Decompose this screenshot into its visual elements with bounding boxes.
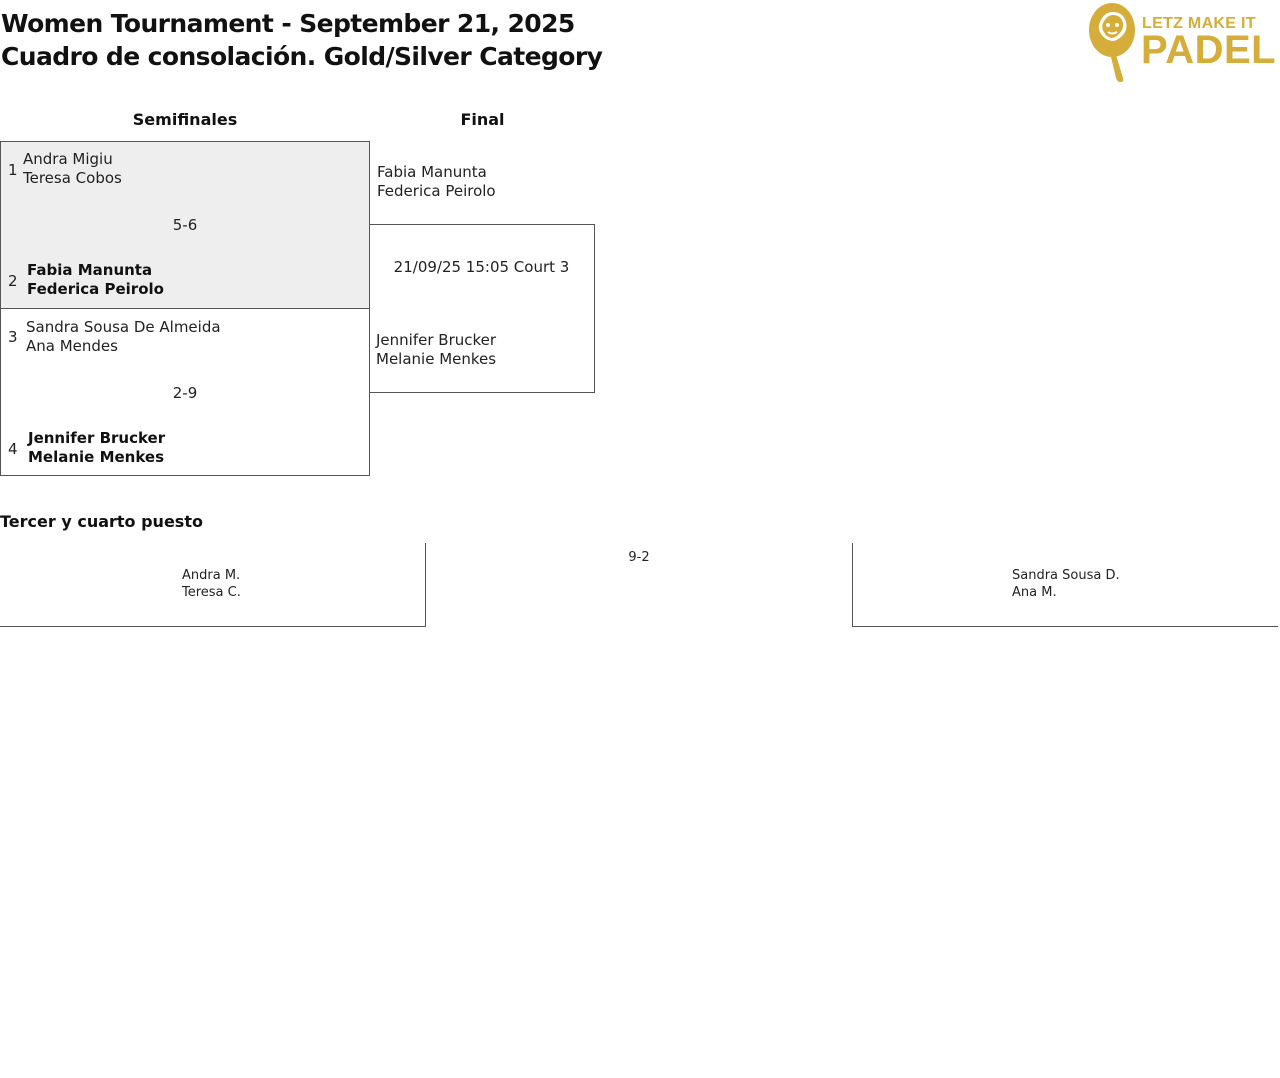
player-name: Teresa C. bbox=[182, 585, 241, 600]
match-score: 2-9 bbox=[172, 384, 198, 402]
final-team-bottom bbox=[376, 331, 496, 369]
third-place-team-a bbox=[0, 543, 426, 627]
seed-number: 2 bbox=[8, 272, 18, 290]
page-title: Women Tournament - September 21, 2025 bbox=[1, 9, 575, 38]
logo-text-top: LETZ MAKE IT bbox=[1142, 15, 1256, 32]
semifinal-match-1 bbox=[0, 141, 370, 309]
third-place-team-b bbox=[852, 543, 1278, 627]
lion-padel-racket-icon bbox=[1086, 0, 1142, 84]
player-name: Federica Peirolo bbox=[27, 280, 164, 298]
player-name: Teresa Cobos bbox=[23, 169, 122, 187]
player-name: Federica Peirolo bbox=[377, 182, 496, 200]
page-subtitle: Cuadro de consolación. Gold/Silver Category bbox=[1, 42, 603, 71]
logo-text-bottom: PADEL bbox=[1141, 28, 1277, 72]
player-name: Andra M. bbox=[182, 568, 241, 583]
brand-logo bbox=[1086, 0, 1278, 84]
player-name: Melanie Menkes bbox=[376, 350, 497, 368]
player-name: Jennifer Brucker bbox=[28, 429, 166, 447]
player-name: Ana M. bbox=[1012, 585, 1057, 600]
match-schedule: 21/09/25 15:05 Court 3 bbox=[393, 258, 570, 276]
seed-number: 1 bbox=[8, 161, 18, 179]
team-entry bbox=[1012, 567, 1120, 601]
team-entry-winner bbox=[28, 429, 165, 467]
player-name: Sandra Sousa De Almeida bbox=[26, 318, 221, 336]
semifinal-match-2 bbox=[0, 308, 370, 476]
player-name: Sandra Sousa D. bbox=[1012, 568, 1120, 583]
final-match bbox=[369, 224, 595, 393]
player-name: Andra Migiu bbox=[23, 150, 113, 168]
seed-number: 4 bbox=[8, 440, 18, 458]
third-place-title: Tercer y cuarto puesto bbox=[0, 512, 203, 531]
player-name: Fabia Manunta bbox=[377, 163, 487, 181]
team-entry bbox=[26, 318, 221, 356]
seed-number: 3 bbox=[8, 328, 18, 346]
third-place-score: 9-2 bbox=[628, 550, 650, 565]
team-entry-winner bbox=[27, 261, 164, 299]
round-title-semifinals: Semifinales bbox=[132, 110, 238, 129]
round-title-final: Final bbox=[460, 110, 505, 129]
player-name: Jennifer Brucker bbox=[376, 331, 497, 349]
final-team-top bbox=[377, 163, 496, 201]
player-name: Fabia Manunta bbox=[27, 261, 153, 279]
player-name: Melanie Menkes bbox=[28, 448, 165, 466]
player-name: Ana Mendes bbox=[26, 337, 118, 355]
team-entry bbox=[23, 150, 122, 188]
match-score: 5-6 bbox=[172, 216, 198, 234]
team-entry bbox=[182, 567, 241, 601]
